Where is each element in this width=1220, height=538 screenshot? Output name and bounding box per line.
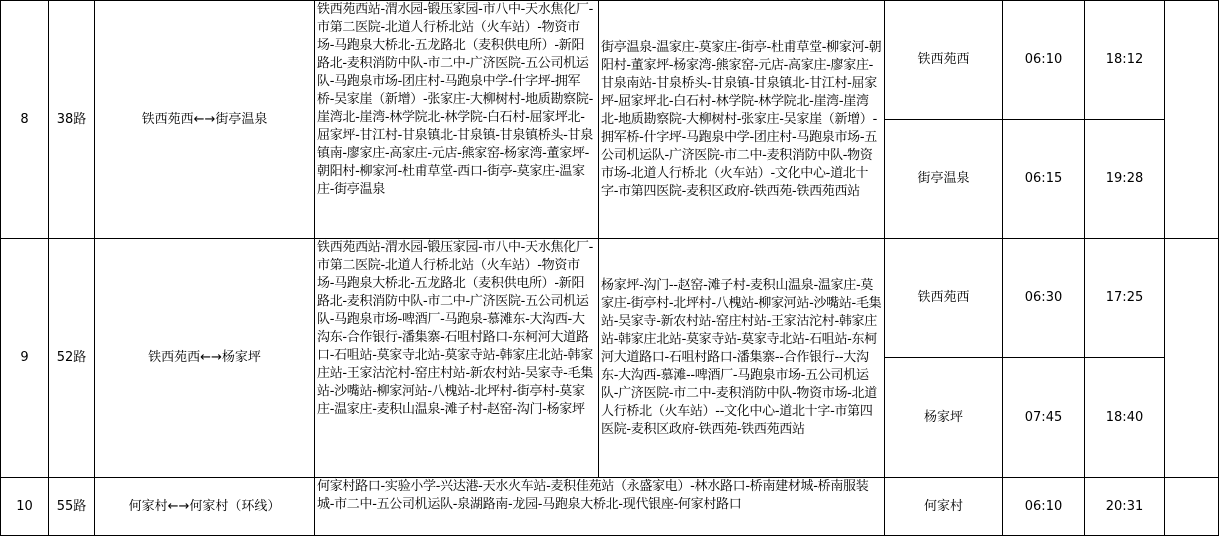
row-number: 10	[1, 478, 49, 536]
route-return: 街亭温泉-温家庄-莫家庄-街亭-杜甫草堂-柳家河-朝阳村-董家坪-杨家湾-熊家窑-元店-高家庄-廖家庄-甘泉南站-甘泉桥头-甘泉镇-甘泉镇北-甘江村-屈家坪-屈家坪北-白石村-林学院-林学院北-崖湾-崖湾北-地质勘察院-大柳树村-张家庄-吴家崖（新增）-拥军桥-什字坪-马跑泉中学-团庄村-马跑泉市场-五公司机运队-广济医院-市二中-麦积消防中队-物资市场-北道人行桥北（火车站）-文化中心-道北十字-市第四医院-麦积区政府-铁西苑-铁西苑西站	[599, 1, 885, 239]
route-loop: 何家村路口-实验小学-兴达港-天水火车站-麦积佳苑站（永盛家电）-林水路口-桥南建材城-桥南服装城-市二中-五公司机运队-泉湖路南-龙园-马跑泉大桥北-现代银座-何家村路口	[315, 478, 885, 536]
last-bus-time: 20:31	[1085, 478, 1165, 536]
last-bus-time: 17:25	[1085, 239, 1165, 358]
terminal-station: 杨家坪	[885, 358, 1003, 478]
empty-cell	[1165, 239, 1219, 478]
line-name: 38路	[49, 1, 95, 239]
terminal-station: 何家村	[885, 478, 1003, 536]
last-bus-time: 19:28	[1085, 120, 1165, 239]
route-outbound: 铁西苑西站-渭水园-锻压家园-市八中-天水焦化厂-市第二医院-北道人行桥北站（火车站）-物资市场-马跑泉大桥北-五龙路北（麦积供电所）-新阳路北-麦积消防中队-市二中-广济医院-五公司机运队-马跑泉市场-团庄村-马跑泉中学-什字坪-拥军桥-吴家崖（新增）-张家庄-大柳树村-地质勘察院-崖湾北-崖湾-林学院北-林学院-白石村-屈家坪北-屈家坪-甘江村-甘泉镇北-甘泉镇-甘泉镇桥头-甘泉镇南-廖家庄-高家庄-元店-熊家窑-杨家湾-董家坪-朝阳村-柳家河-杜甫草堂-西口-街亭-莫家庄-温家庄-街亭温泉	[315, 1, 599, 239]
line-name: 52路	[49, 239, 95, 478]
first-bus-time: 06:10	[1003, 1, 1085, 120]
route-return: 杨家坪-沟门--赵窑-滩子村-麦积山温泉-温家庄-莫家庄-街亭村-北坪村-八槐站-柳家河站-沙嘴站-毛集站-吴家寺-新农村站-窑庄村站-王家沽沱村-韩家庄站-韩家庄北站-莫家寺站-莫家寺北站-石咀站-东柯河大道路口-石咀村路口-潘集寨--合作银行--大沟东-大沟西-慕滩--啤酒厂-马跑泉市场-五公司机运队-广济医院-市二中-麦积消防中队-物资市场-北道人行桥北（火车站）--文化中心-道北十字-市第四医院-麦积区政府-铁西苑-铁西苑西站	[599, 239, 885, 478]
row-number: 9	[1, 239, 49, 478]
last-bus-time: 18:12	[1085, 1, 1165, 120]
row-number: 8	[1, 1, 49, 239]
first-bus-time: 06:30	[1003, 239, 1085, 358]
first-bus-time: 06:10	[1003, 478, 1085, 536]
first-bus-time: 06:15	[1003, 120, 1085, 239]
line-endpoints: 铁西苑西←→街亭温泉	[95, 1, 315, 239]
terminal-station: 街亭温泉	[885, 120, 1003, 239]
last-bus-time: 18:40	[1085, 358, 1165, 478]
table-row	[1, 239, 1219, 358]
line-endpoints: 铁西苑西←→杨家坪	[95, 239, 315, 478]
table-row	[1, 478, 1219, 536]
terminal-station: 铁西苑西	[885, 1, 1003, 120]
route-outbound: 铁西苑西站-渭水园-锻压家园-市八中-天水焦化厂-市第二医院-北道人行桥北站（火车站）-物资市场-马跑泉大桥北-五龙路北（麦积供电所）-新阳路北-麦积消防中队-市二中-广济医院-五公司机运队-马跑泉市场-啤酒厂-马跑泉-慕滩东-大沟西-大沟东-合作银行-潘集寨-石咀村路口-东柯河大道路口-石咀站-莫家寺北站-莫家寺站-韩家庄北站-韩家庄站-王家沽沱村-窑庄村站-新农村站-吴家寺-毛集站-沙嘴站-柳家河站-八槐站-北坪村-街亭村-莫家庄-温家庄-麦积山温泉-滩子村-赵窑-沟门-杨家坪	[315, 239, 599, 478]
table-row	[1, 1, 1219, 120]
empty-cell	[1165, 478, 1219, 536]
first-bus-time: 07:45	[1003, 358, 1085, 478]
line-endpoints: 何家村←→何家村（环线）	[95, 478, 315, 536]
terminal-station: 铁西苑西	[885, 239, 1003, 358]
empty-cell	[1165, 1, 1219, 239]
line-name: 55路	[49, 478, 95, 536]
